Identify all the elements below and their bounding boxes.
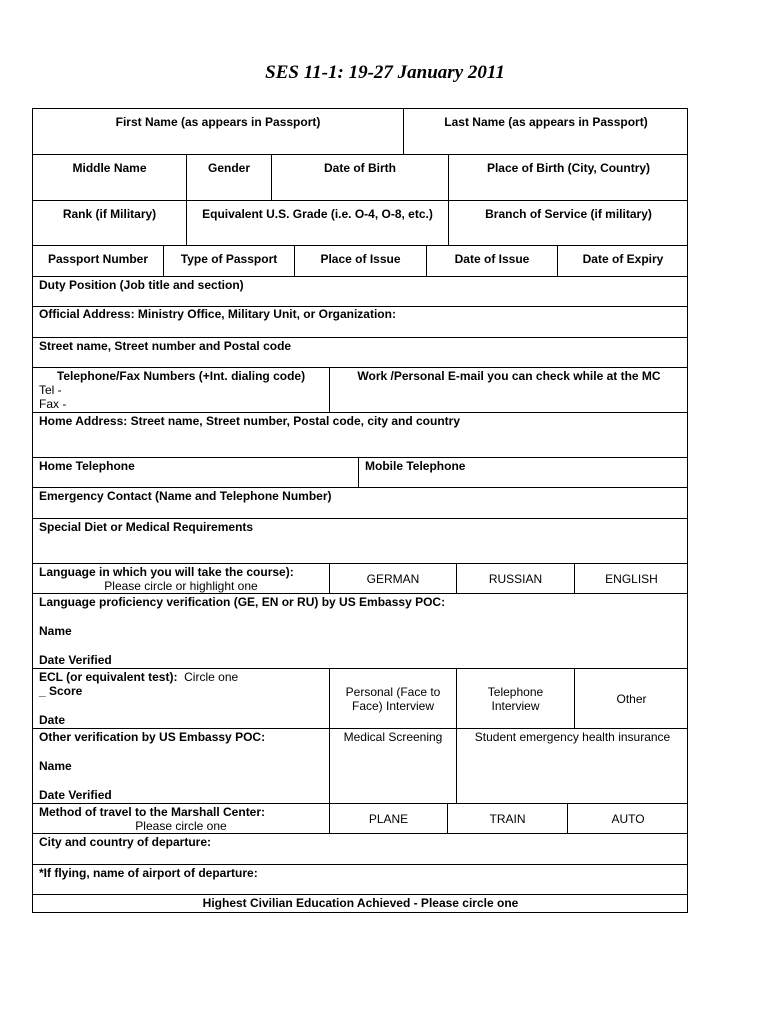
departure-airport-label: *If flying, name of airport of departure: xyxy=(39,866,258,880)
language-field xyxy=(33,564,330,594)
language-option-german[interactable]: GERMAN xyxy=(330,564,457,594)
passport-number-label: Passport Number xyxy=(47,252,149,266)
other-verification-label: Other verification by US Embassy POC: xyxy=(39,730,266,744)
other-verification-date-label: Date Verified xyxy=(39,788,112,802)
health-insurance-label: Student emergency health insurance xyxy=(474,730,671,744)
ecl-date-label: Date xyxy=(39,713,66,727)
language-option-russian[interactable]: RUSSIAN xyxy=(457,564,575,594)
duty-position-label: Duty Position (Job title and section) xyxy=(39,278,244,292)
home-telephone-field[interactable] xyxy=(33,458,359,488)
date-of-birth-label: Date of Birth xyxy=(324,161,396,175)
street-label: Street name, Street number and Postal code xyxy=(39,339,292,353)
mobile-telephone-label: Mobile Telephone xyxy=(365,459,466,473)
branch-of-service-label: Branch of Service (if military) xyxy=(485,207,652,221)
language-note: Please circle or highlight one xyxy=(104,579,258,593)
passport-type-label: Type of Passport xyxy=(180,252,278,266)
proficiency-date-label: Date Verified xyxy=(39,653,112,667)
date-of-issue-label: Date of Issue xyxy=(454,252,530,266)
place-of-birth-field[interactable] xyxy=(449,155,688,201)
official-address-field[interactable] xyxy=(33,307,688,338)
rank-field[interactable] xyxy=(33,201,187,246)
special-diet-field[interactable] xyxy=(33,519,688,564)
ecl-circle-note: Circle one xyxy=(184,670,239,684)
home-address-label: Home Address: Street name, Street number, Postal code, city and country xyxy=(39,414,461,428)
passport-type-field[interactable] xyxy=(164,246,295,277)
travel-option-plane[interactable]: PLANE xyxy=(330,804,448,834)
education-label: Highest Civilian Education Achieved - Please circle one xyxy=(202,896,519,910)
middle-name-field[interactable] xyxy=(33,155,187,201)
telephone-fax-label: Telephone/Fax Numbers (+Int. dialing code) xyxy=(56,369,306,383)
home-telephone-label: Home Telephone xyxy=(39,459,135,473)
telephone-fax-field[interactable] xyxy=(33,368,330,413)
last-name-field[interactable] xyxy=(404,109,688,155)
departure-city-field[interactable] xyxy=(33,834,688,865)
health-insurance-field[interactable] xyxy=(457,729,688,804)
emergency-contact-field[interactable] xyxy=(33,488,688,519)
language-option-english[interactable]: ENGLISH xyxy=(575,564,688,594)
form-title: SES 11-1: 19-27 January 2011 xyxy=(265,62,505,83)
ecl-score-label: _ Score xyxy=(39,684,83,698)
special-diet-label: Special Diet or Medical Requirements xyxy=(39,520,254,534)
first-name-label: First Name (as appears in Passport) xyxy=(115,115,321,129)
date-of-expiry-field[interactable] xyxy=(558,246,688,277)
mobile-telephone-field[interactable] xyxy=(359,458,688,488)
duty-position-field[interactable] xyxy=(33,277,688,307)
ecl-option-telephone-interview[interactable]: Telephone Interview xyxy=(457,669,575,729)
first-name-field[interactable] xyxy=(33,109,404,155)
ecl-option-other[interactable]: Other xyxy=(575,669,688,729)
street-field[interactable] xyxy=(33,338,688,368)
travel-method-note: Please circle one xyxy=(135,819,227,833)
tel-label: Tel - xyxy=(39,383,62,397)
travel-option-train[interactable]: TRAIN xyxy=(448,804,568,834)
proficiency-label: Language proficiency verification (GE, EN or RU) by US Embassy POC: xyxy=(39,595,446,609)
travel-method-field xyxy=(33,804,330,834)
travel-method-label: Method of travel to the Marshall Center: xyxy=(39,805,266,819)
date-of-issue-field[interactable] xyxy=(427,246,558,277)
travel-option-auto[interactable]: AUTO xyxy=(568,804,688,834)
branch-of-service-field[interactable] xyxy=(449,201,688,246)
medical-screening-label: Medical Screening xyxy=(343,730,443,744)
emergency-contact-label: Emergency Contact (Name and Telephone Number) xyxy=(39,489,332,503)
email-field[interactable] xyxy=(330,368,688,413)
home-address-field[interactable] xyxy=(33,413,688,458)
place-of-issue-field[interactable] xyxy=(295,246,427,277)
education-header xyxy=(33,895,688,913)
departure-airport-field[interactable] xyxy=(33,865,688,895)
gender-label: Gender xyxy=(207,161,250,175)
ecl-label: ECL (or equivalent test): xyxy=(39,670,178,684)
gender-field[interactable] xyxy=(187,155,272,201)
place-of-birth-label: Place of Birth (City, Country) xyxy=(486,161,651,175)
equivalent-grade-label: Equivalent U.S. Grade (i.e. O-4, O-8, etc.) xyxy=(202,207,433,221)
other-verification-name-label: Name xyxy=(39,759,72,773)
medical-screening-field[interactable] xyxy=(330,729,457,804)
language-label: Language in which you will take the course): xyxy=(39,565,294,579)
ecl-field[interactable] xyxy=(33,669,330,729)
last-name-label: Last Name (as appears in Passport) xyxy=(444,115,648,129)
email-label: Work /Personal E-mail you can check while at the MC xyxy=(357,369,661,383)
fax-label: Fax - xyxy=(39,397,67,411)
place-of-issue-label: Place of Issue xyxy=(320,252,401,266)
departure-city-label: City and country of departure: xyxy=(39,835,212,849)
proficiency-name-label: Name xyxy=(39,624,72,638)
rank-label: Rank (if Military) xyxy=(62,207,157,221)
equivalent-grade-field[interactable] xyxy=(187,201,449,246)
other-verification-field[interactable] xyxy=(33,729,330,804)
date-of-birth-field[interactable] xyxy=(272,155,449,201)
official-address-label: Official Address: Ministry Office, Military Unit, or Organization: xyxy=(39,307,396,321)
proficiency-field[interactable] xyxy=(33,594,688,669)
ecl-option-personal-interview[interactable]: Personal (Face to Face) Interview xyxy=(330,669,457,729)
middle-name-label: Middle Name xyxy=(72,161,147,175)
passport-number-field[interactable] xyxy=(33,246,164,277)
registration-form xyxy=(32,108,688,913)
date-of-expiry-label: Date of Expiry xyxy=(582,252,664,266)
